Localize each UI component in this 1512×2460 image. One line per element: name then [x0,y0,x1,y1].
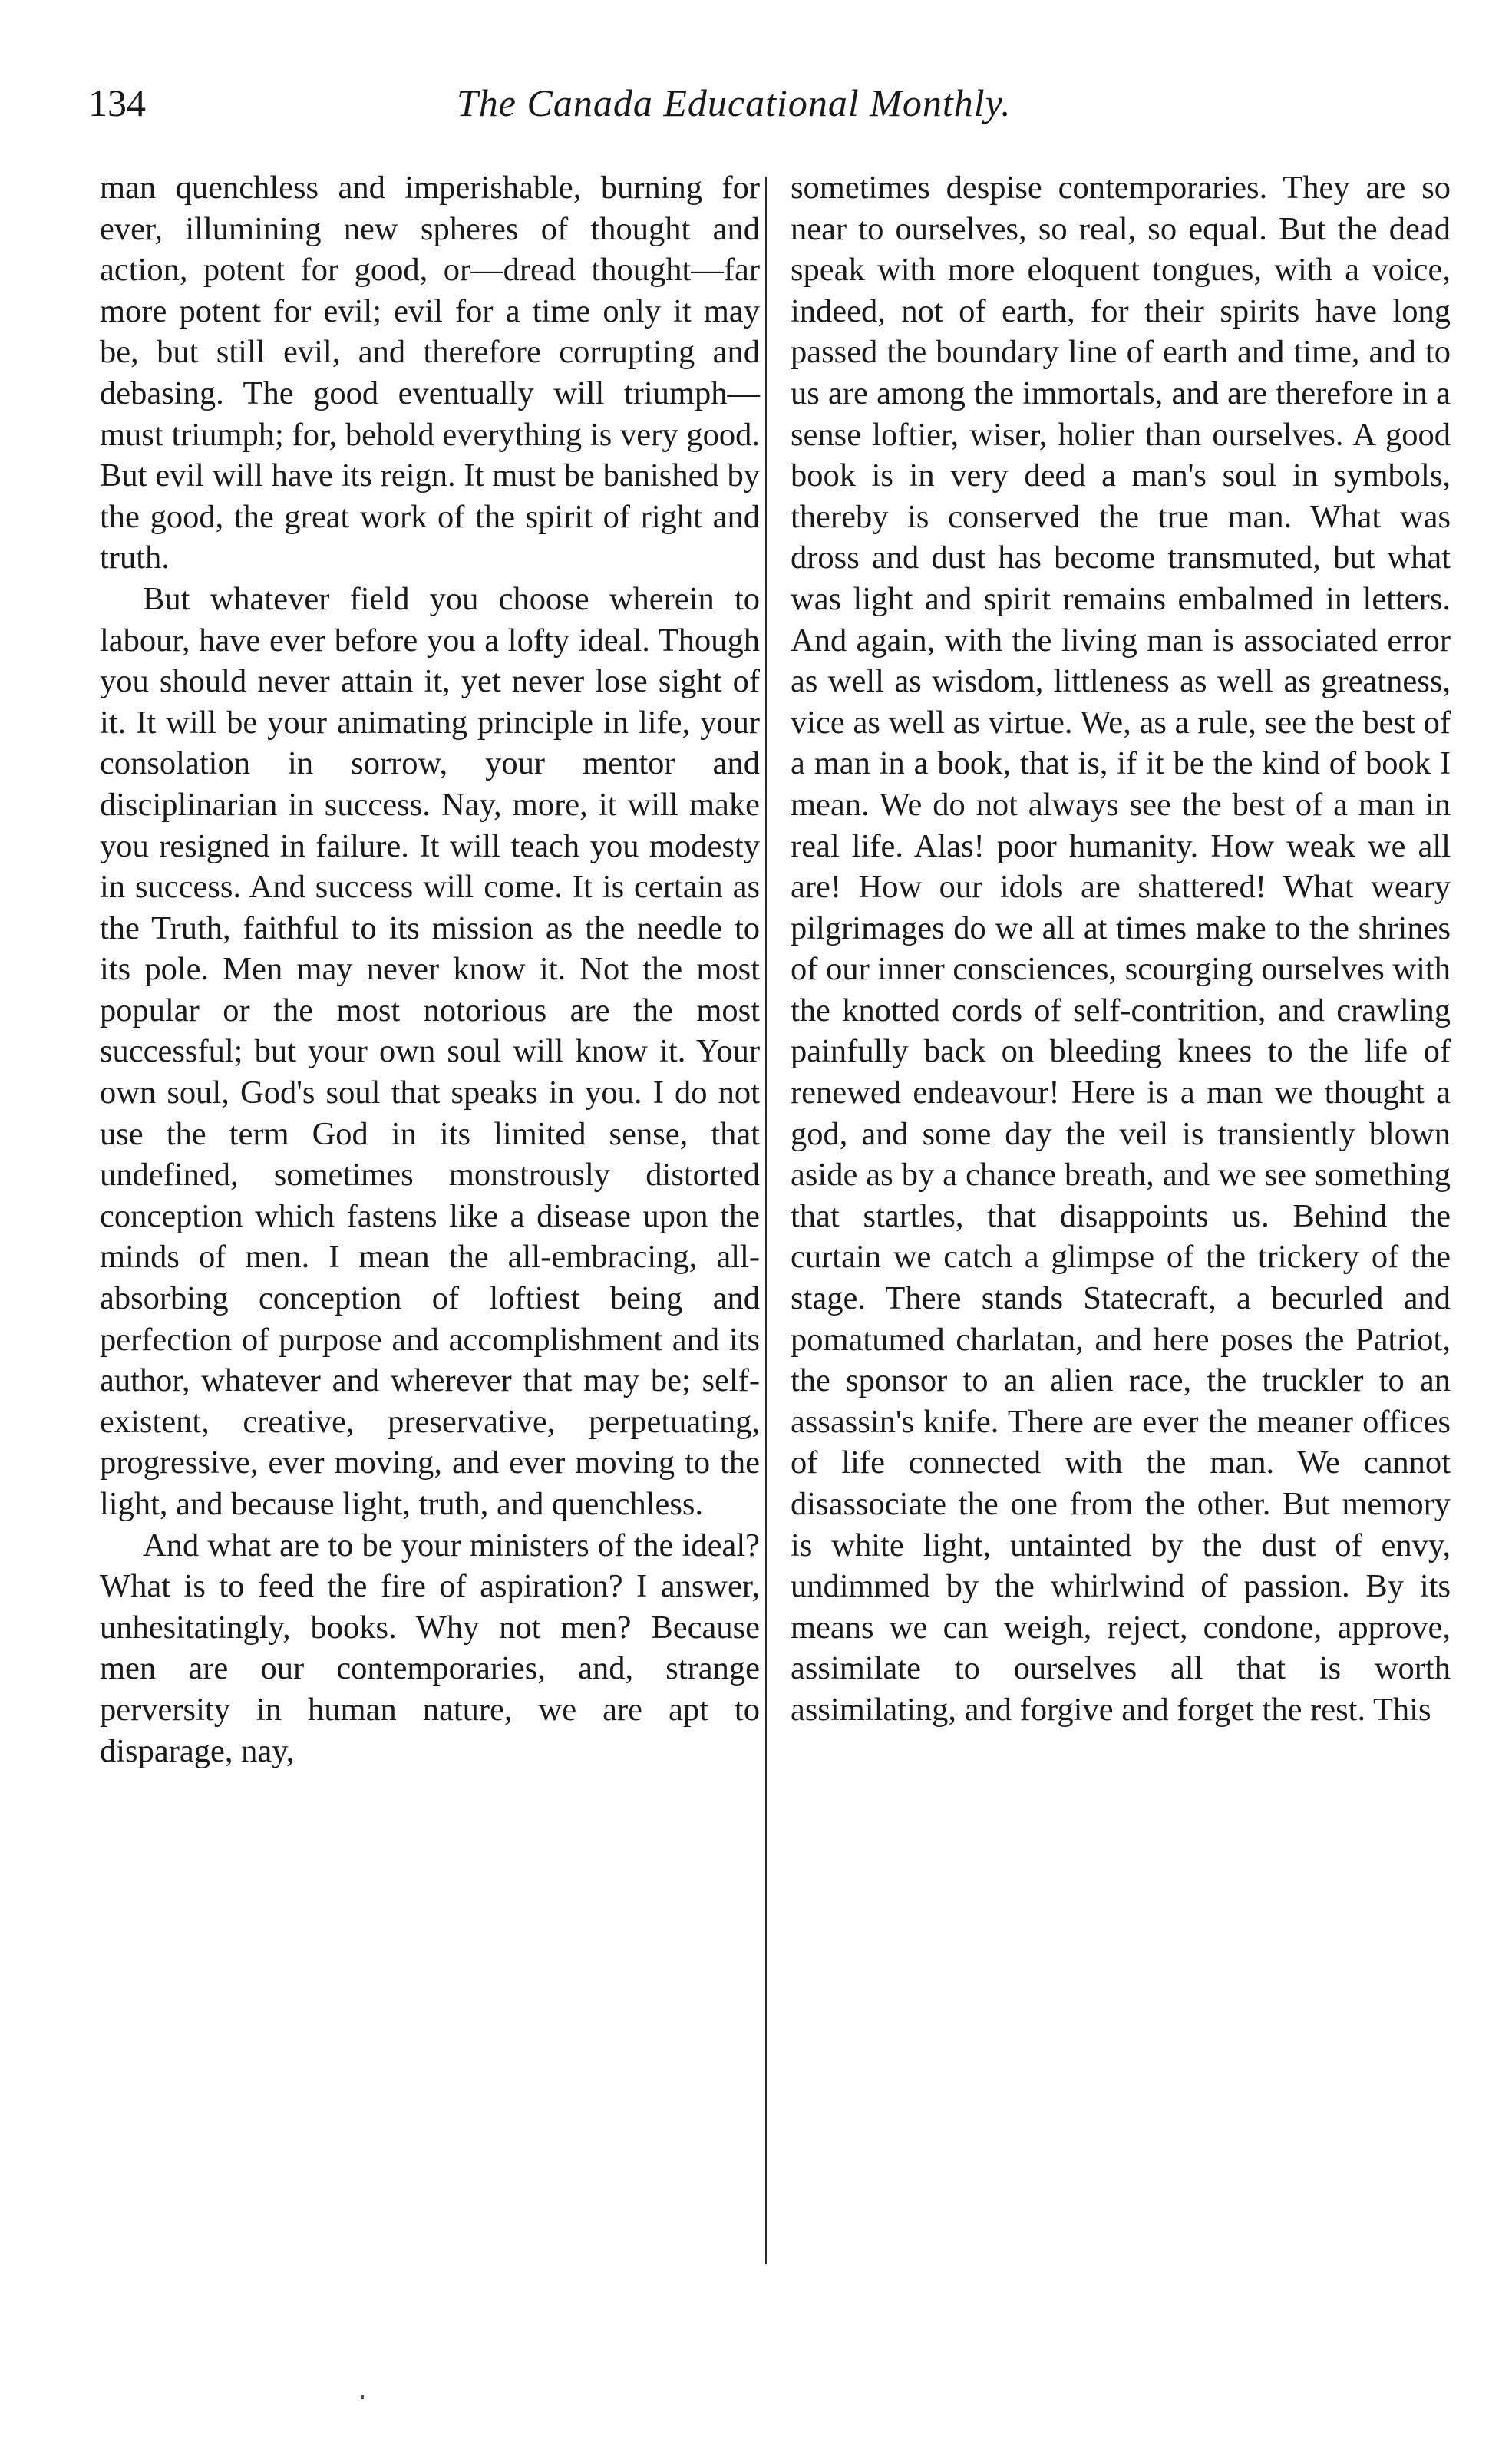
page-header [88,73,1439,134]
right-paragraph-1: sometimes despise contemporaries. They are so near to ourselves, so real, so equal. But the dead speak with more eloquent tongues, with a voice, indeed, not of earth, for their spirits have long passed the boundary line of earth and time, and to us are among the immortals, and are therefore in a sense loftier, wiser, holier than ourselves. A good book is in very deed a man's soul in symbols, thereby is conserved the true man. What was dross and dust has become transmuted, but what was light and spirit remains embalmed in letters. And again, with the living man is associated error as well as wisdom, littleness as well as greatness, vice as well as virtue. We, as a rule, see the best of a man in a book, that is, if it be the kind of book I mean. We do not always see the best of a man in real life. Alas! poor humanity. How weak we all are! How our idols are shattered! What weary pilgrimages do we all at times make to the shrines of our inner consciences, scourging ourselves with the knotted cords of self-contrition, and crawling painfully back on bleeding knees to the life of renewed endeavour! Here is a man we thought a god, and some day the veil is transiently blown aside as by a chance breath, and we see something that startles, that disappoints us. Behind the curtain we catch a glimpse of the trickery of the stage. There stands Statecraft, a becurled and pomatumed charlatan, and here poses the Patriot, the sponsor to an alien race, the truckler to an assassin's knife. There are ever the meaner offices of life connected with the man. We cannot disassociate the one from the other. But memory is white light, untainted by the dust of envy, undimmed by the whirlwind of passion. By its means we can weigh, reject, condone, approve, assimilate to ourselves all that is worth assimilating, and forgive and forget the rest. This [791,170,1451,1728]
left-paragraph-1: man quenchless and imperishable, burning for ever, illumining new spheres of thought and action, potent for good, or—dread thought—far more potent for evil; evil for a time only it may be, but still evil, and therefore corrupting and debasing. The good eventually will triumph—must triumph; for, behold everything is very good. But evil will have its reign. It must be banished by the good, the great work of the spirit of right and truth. [100,170,760,576]
right-column [791,167,1451,1731]
column-divider [765,177,767,2264]
left-paragraph-2: But whatever field you choose wherein to labour, have ever before you a lofty ideal. Though you should never attain it, yet never lose sight of it. It will be your animating principle in life, your consolation in sorrow, your mentor and disciplinarian in success. Nay, more, it will make you resigned in failure. It will teach you modesty in success. And success will come. It is certain as the Truth, faithful to its mission as the needle to its pole. Men may never know it. Not the most popular or the most notorious are the most successful; but your own soul will know it. Your own soul, God's soul that speaks in you. I do not use the term God in its limited sense, that undefined, sometimes monstrously distorted conception which fastens like a disease upon the minds of men. I mean the all-embracing, all-absorbing conception of loftiest being and perfection of purpose and accomplishment and its author, whatever and wherever that may be; self-existent, creative, preservative, perpetuating, progressive, ever moving, and ever moving to the light, and because light, truth, and quenchless. [100,580,760,1522]
running-title: The Canada Educational Monthly. [457,81,1012,124]
print-speck [361,2395,364,2399]
left-paragraph-3: And what are to be your ministers of the ideal? What is to feed the fire of aspiration? I answer, unhesitatingly, books. Why not men? Because men are our contemporaries, and, strange perversity in human nature, we are apt to disparage, nay, [100,1527,760,1769]
left-column [100,167,760,1772]
page-number: 134 [88,81,146,124]
